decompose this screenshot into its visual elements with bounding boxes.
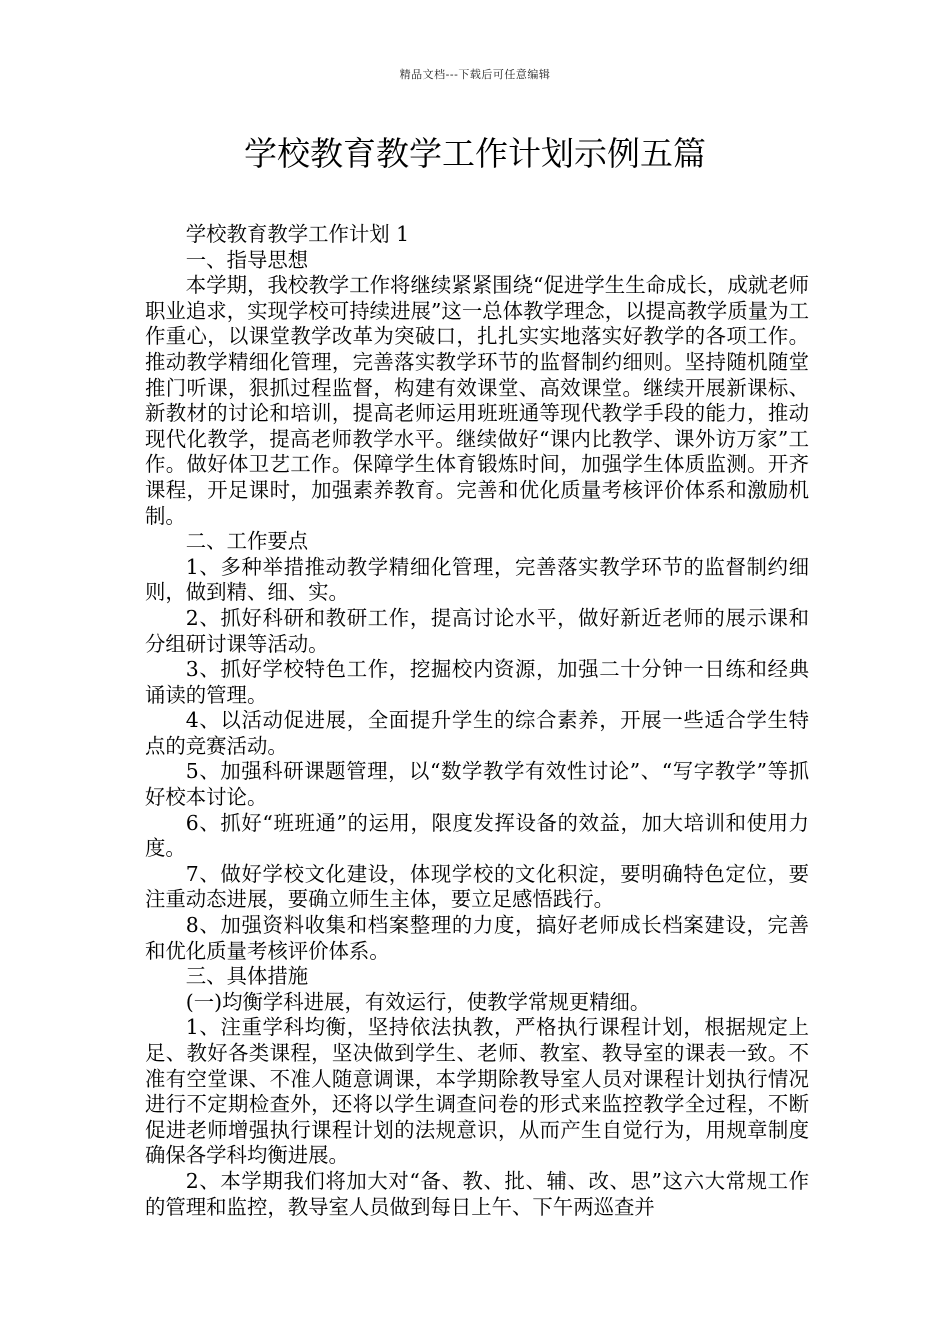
- list-item: 5、加强科研课题管理，以“数学教学有效性讨论”、“写字教学”等抓好校本讨论。: [145, 759, 809, 810]
- section-heading-key-points: 二、工作要点: [185, 529, 309, 554]
- list-item: 2、抓好科研和教研工作，提高讨论水平，做好新近老师的展示课和分组研讨课等活动。: [145, 605, 809, 656]
- list-item: 1、注重学科均衡，坚持依法执教，严格执行课程计划，根据规定上足、教好各类课程，坚决做到学生、老师、教室、教导室的课表一致。不准有空堂课、不准人随意调课，本学期除教导室人员对课程计划执行情况进行不定期检查外，还将以学生调查问卷的形式来监控教学全过程，不断促进老师增强执行课程计划的法规意识，从而产生自觉行为，用规章制度确保各学科均衡进展。: [145, 1015, 809, 1168]
- list-item: 8、加强资料收集和档案整理的力度，搞好老师成长档案建设，完善和优化质量考核评价体系。: [145, 913, 809, 963]
- document-title: 学校教育教学工作计划示例五篇: [244, 134, 706, 173]
- sub-heading: (一)均衡学科进展，有效运行，使教学常规更精细。: [185, 989, 651, 1014]
- list-item: 4、以活动促进展，全面提升学生的综合素养，开展一些适合学生特点的竞赛活动。: [145, 708, 809, 758]
- list-item: 3、抓好学校特色工作，挖掘校内资源，加强二十分钟一日练和经典诵读的管理。: [145, 657, 809, 707]
- section-heading-guiding-ideology: 一、指导思想: [185, 247, 309, 272]
- list-item: 7、做好学校文化建设，体现学校的文化积淀，要明确特色定位，要注重动态进展，要确立师生主体，要立足感悟践行。: [145, 861, 809, 912]
- document-body: [145, 222, 809, 1220]
- section-heading-plan-1: 学校教育教学工作计划 1: [185, 222, 410, 246]
- paragraph: 本学期，我校教学工作将继续紧紧围绕“促进学生生命成长，成就老师职业追求，实现学校可持续进展”这一总体教学理念，以提高教学质量为工作重心，以课堂教学改革为突破口，扎扎实实地落实好教学的各项工作。推动教学精细化管理，完善落实教学环节的监督制约细则。坚持随机随堂推门听课，狠抓过程监督，构建有效课堂、高效课堂。继续开展新课标、新教材的讨论和培训，提高老师运用班班通等现代教学手段的能力，推动现代化教学，提高老师教学水平。继续做好“课内比教学、课外访万家”工作。做好体卫艺工作。保障学生体育锻炼时间，加强学生体质监测。开齐课程，开足课时，加强素养教育。完善和优化质量考核评价体系和激励机制。: [145, 273, 809, 528]
- section-heading-measures: 三、具体措施: [185, 964, 309, 989]
- list-item: 2、本学期我们将加大对“备、教、批、辅、改、思”这六大常规工作的管理和监控，教导室人员做到每日上午、下午两巡查并: [145, 1168, 809, 1219]
- list-item: 1、多种举措推动教学精细化管理，完善落实教学环节的监督制约细则，做到精、细、实。: [145, 554, 809, 605]
- list-item: 6、抓好“班班通”的运用，限度发挥设备的效益，加大培训和使用力度。: [145, 810, 809, 861]
- header-note: 精品文档---下载后可任意编辑: [399, 68, 551, 81]
